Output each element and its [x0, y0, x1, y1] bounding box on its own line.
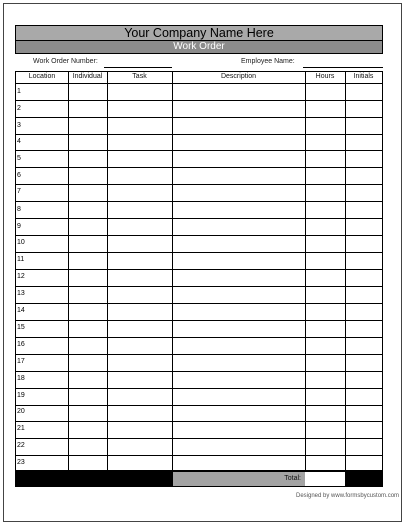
row-label: 19	[17, 392, 25, 399]
column-divider	[68, 71, 69, 471]
column-divider	[345, 71, 346, 471]
row-label: 6	[17, 172, 21, 179]
row-label: 7	[17, 188, 21, 195]
row-label: 13	[17, 290, 25, 297]
row-divider	[15, 421, 383, 422]
column-divider	[172, 71, 173, 471]
row-label: 22	[17, 442, 25, 449]
employee-name-field[interactable]	[303, 67, 383, 68]
work-order-table	[15, 71, 383, 471]
row-divider	[15, 269, 383, 270]
column-header-hours: Hours	[315, 73, 335, 80]
row-divider	[15, 337, 383, 338]
row-divider	[15, 150, 383, 151]
row-divider	[15, 167, 383, 168]
total-hours-field[interactable]	[305, 471, 345, 487]
column-divider	[305, 71, 306, 471]
row-label: 17	[17, 358, 25, 365]
row-label: 8	[17, 206, 21, 213]
row-divider	[15, 320, 383, 321]
row-label: 5	[17, 155, 21, 162]
footer-note: Designed by www.formsbycustom.com	[296, 493, 400, 499]
work-order-number-label: Work Order Number:	[33, 58, 98, 65]
column-header-task: Task	[132, 73, 147, 80]
row-divider	[15, 252, 383, 253]
row-divider	[15, 371, 383, 372]
row-divider	[15, 184, 383, 185]
row-label: 3	[17, 122, 21, 129]
column-header-individual: Individual	[72, 73, 103, 80]
column-header-location: Location	[28, 73, 56, 80]
company-name-title: Your Company Name Here	[15, 25, 383, 41]
row-divider	[15, 134, 383, 135]
row-divider	[15, 100, 383, 101]
row-label: 15	[17, 324, 25, 331]
row-label: 20	[17, 408, 25, 415]
row-label: 9	[17, 223, 21, 230]
row-label: 2	[17, 105, 21, 112]
total-label: Total:	[284, 475, 301, 482]
row-label: 4	[17, 138, 21, 145]
row-divider	[15, 83, 383, 84]
row-label: 14	[17, 307, 25, 314]
row-label: 18	[17, 375, 25, 382]
row-divider	[15, 354, 383, 355]
row-divider	[15, 286, 383, 287]
column-divider	[107, 71, 108, 471]
row-label: 12	[17, 273, 25, 280]
row-divider	[15, 235, 383, 236]
row-divider	[15, 405, 383, 406]
row-divider	[15, 201, 383, 202]
row-label: 16	[17, 341, 25, 348]
row-divider	[15, 438, 383, 439]
column-header-description: Description	[220, 73, 256, 80]
row-label: 11	[17, 256, 25, 263]
column-header-initials: Initials	[353, 73, 374, 80]
row-divider	[15, 117, 383, 118]
row-label: 21	[17, 425, 25, 432]
row-divider	[15, 218, 383, 219]
row-divider	[15, 388, 383, 389]
row-divider	[15, 455, 383, 456]
work-order-number-field[interactable]	[104, 67, 172, 68]
total-bar-right	[345, 471, 383, 487]
total-label-bar	[173, 471, 305, 487]
row-label: 23	[17, 459, 25, 466]
employee-name-label: Employee Name:	[241, 58, 295, 65]
row-label: 10	[17, 239, 25, 246]
total-bar-left	[15, 471, 173, 487]
form-title: Work Order	[15, 41, 383, 54]
row-divider	[15, 303, 383, 304]
row-label: 1	[17, 88, 21, 95]
